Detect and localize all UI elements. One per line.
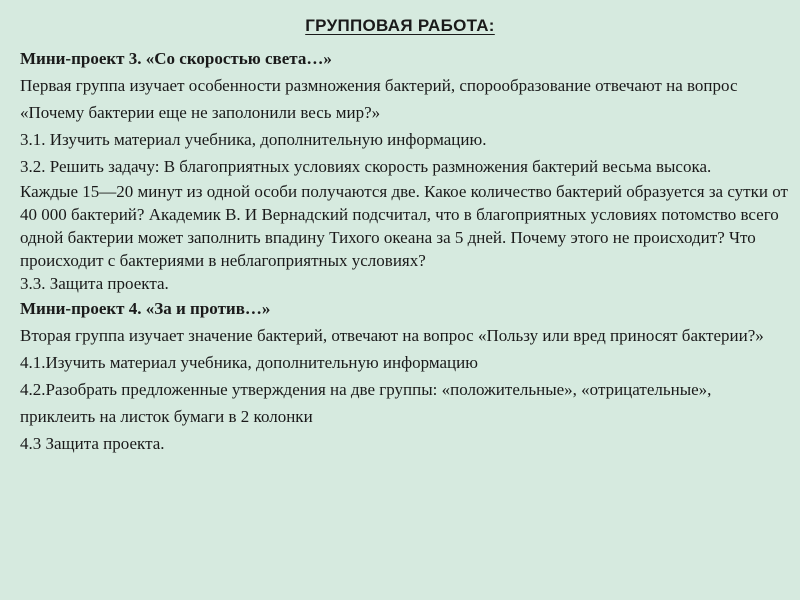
slide-body	[20, 45, 788, 457]
project-3-item-2: 3.2. Решить задачу: В благоприятных условиях скорость размножения бактерий весьма высока.	[20, 157, 712, 176]
project-3-defense: 3.3. Защита проекта.	[20, 274, 169, 293]
project-3-task-text: Каждые 15—20 минут из одной особи получаются две. Какое количество бактерий образуется за сутки от 40 000 бактерий? Академик В. И Вернадский подсчитал, что в благоприятных условиях потомство всего одной бактерии может заполнить впадину Тихого океана за 5 дней. Почему этого не происходит? Что происходит с бактериями в неблагоприятных условиях?	[20, 182, 788, 270]
project-3-intro: Первая группа изучает особенности размножения бактерий, спорообразование отвечают на вопрос «Почему бактерии еще не заполонили весь мир?»	[20, 76, 738, 122]
project-4-item-3: 4.3 Защита проекта.	[20, 434, 165, 453]
project-4-item-1: 4.1.Изучить материал учебника, дополнительную информацию	[20, 353, 478, 372]
slide-title-text: ГРУППОВАЯ РАБОТА:	[305, 16, 495, 35]
slide-title	[0, 16, 800, 36]
project-3-item-1: 3.1. Изучить материал учебника, дополнительную информацию.	[20, 130, 487, 149]
project-4-heading: Мини-проект 4. «За и против…»	[20, 299, 271, 318]
project-4-intro: Вторая группа изучает значение бактерий, отвечают на вопрос «Пользу или вред приносят бактерии?»	[20, 326, 764, 345]
project-4-item-2: 4.2.Разобрать предложенные утверждения на две группы: «положительные», «отрицательные», приклеить на листок бумаги в 2 колонки	[20, 380, 712, 426]
project-3-heading: Мини-проект 3. «Со скоростью света…»	[20, 49, 332, 68]
